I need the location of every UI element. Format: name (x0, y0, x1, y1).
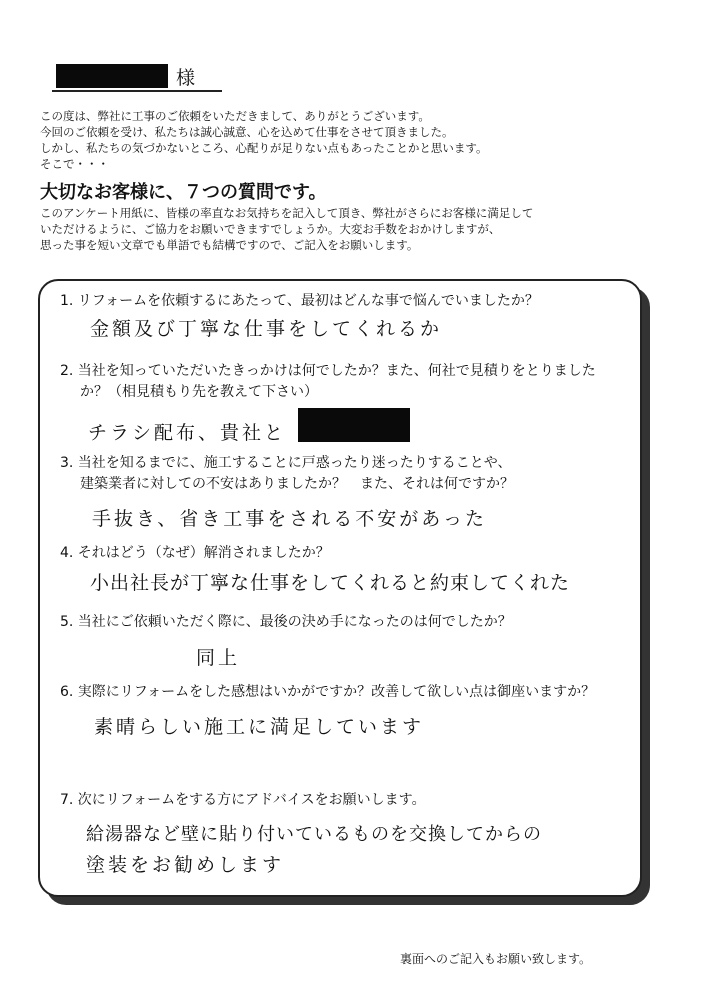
instructions-paragraph (40, 205, 660, 253)
headline: 大切なお客様に、７つの質問です。 (40, 182, 327, 203)
intro-line: しかし、私たちの気づかないところ、心配りが足りない点もあったことかと思います。 (40, 141, 488, 155)
customer-name-field (52, 60, 222, 90)
intro-paragraph (40, 108, 660, 172)
answer-2: チラシ配布、貴社と (88, 422, 287, 444)
answer-5: 同上 (196, 647, 241, 669)
instructions-line: いただけるように、ご協力をお願いできますでしょうか。大変お手数をおかけしますが、 (40, 222, 501, 236)
question-3-continued: 建築業者に対しての不安はありましたか？ また、それは何ですか？ (80, 476, 514, 492)
name-underline (52, 90, 222, 92)
answer-4: 小出社長が丁寧な仕事をしてくれると約束してくれた (90, 572, 571, 594)
redacted-company-name (298, 408, 410, 442)
intro-line: この度は、弊社に工事のご依頼をいただきまして、ありがとうございます。 (40, 109, 430, 123)
instructions-line: 思った事を短い文章でも単語でも結構ですので、ご記入をお願いします。 (40, 238, 419, 252)
honorific-label: 様 (176, 67, 196, 89)
intro-line: そこで・・・ (40, 157, 109, 171)
question-2-continued: か？（相見積もり先を教えて下さい） (80, 384, 318, 400)
question-1: 1. リフォームを依頼するにあたって、最初はどんな事で悩んでいましたか？ (60, 293, 539, 309)
answer-1: 金額及び丁寧な仕事をしてくれるか (90, 318, 443, 340)
answer-3: 手抜き、省き工事をされる不安があった (92, 508, 488, 530)
question-3: 3. 当社を知るまでに、施工することに戸惑ったり迷ったりすることや、 (60, 455, 512, 471)
question-7: 7. 次にリフォームをする方にアドバイスをお願いします。 (60, 792, 426, 808)
instructions-line: このアンケート用紙に、皆様の率直なお気持ちを記入して頂き、弊社がさらにお客様に満足して (40, 206, 534, 220)
question-2: 2. 当社を知っていただいたきっかけは何でしたか？また、何社で見積りをとりました (60, 363, 596, 379)
intro-line: 今回のご依頼を受け、私たちは誠心誠意、心を込めて仕事をさせて頂きました。 (40, 125, 454, 139)
answer-7-line-1: 給湯器など壁に貼り付いているものを交換してからの (86, 824, 542, 845)
answer-7-line-2: 塗装をお勧めします (86, 854, 285, 876)
question-6: 6. 実際にリフォームをした感想はいかがですか？改善して欲しい点は御座いますか？ (60, 684, 596, 700)
question-4: 4. それはどう（なぜ）解消されましたか？ (60, 545, 330, 561)
answer-6: 素晴らしい施工に満足しています (94, 716, 425, 738)
footer-note: 裏面へのご記入もお願い致します。 (400, 952, 592, 966)
question-5: 5. 当社にご依頼いただく際に、最後の決め手になったのは何でしたか？ (60, 614, 512, 630)
redacted-customer-name (56, 64, 168, 88)
